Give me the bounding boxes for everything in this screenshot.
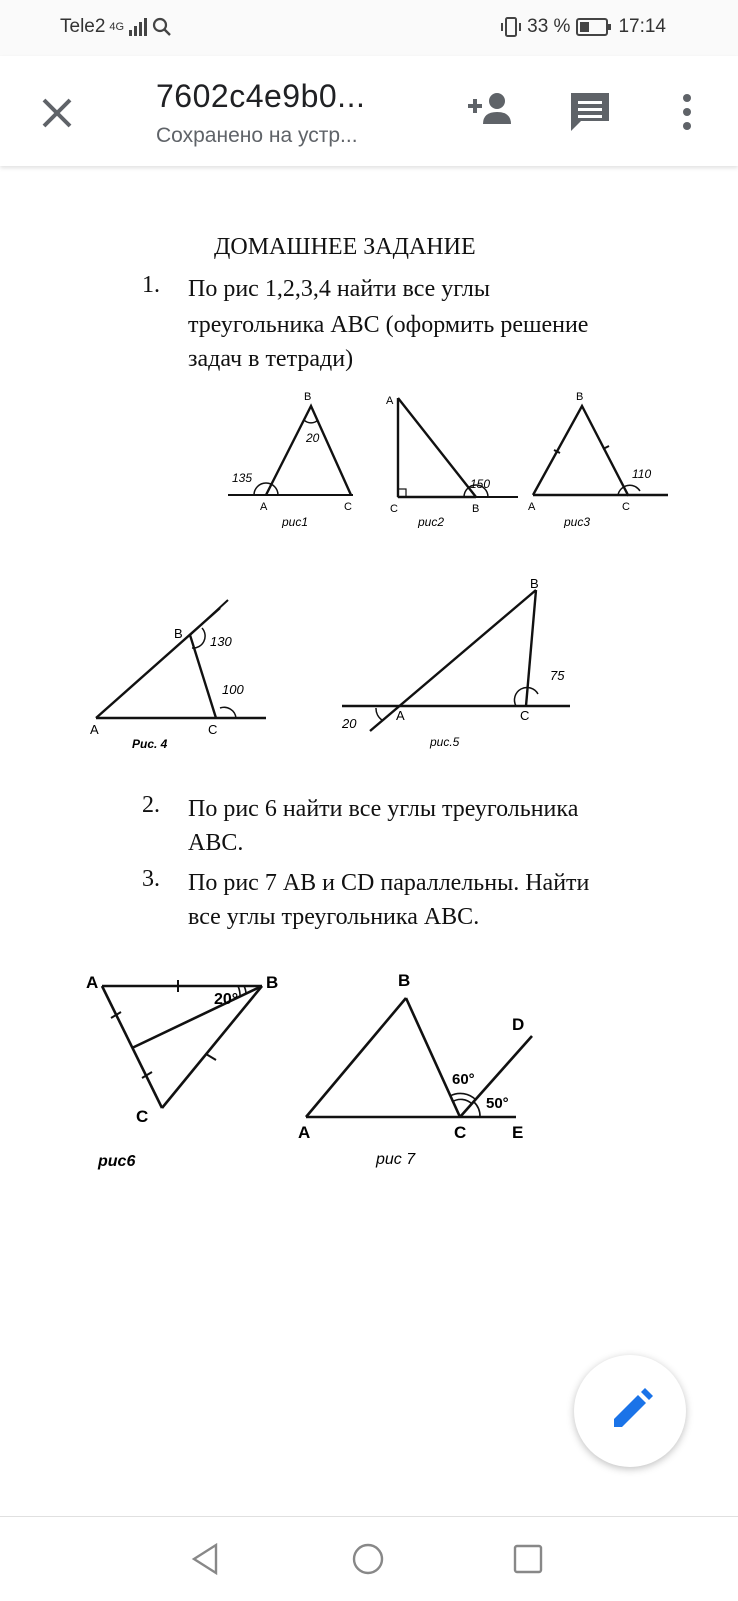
figure-2	[386, 395, 518, 528]
fig4-angle-b: 130	[210, 634, 232, 649]
more-options-icon[interactable]	[680, 90, 694, 134]
fig6-label-b: B	[266, 973, 279, 992]
figure-1	[228, 391, 353, 528]
task-line: АВС.	[188, 830, 244, 856]
document-title: 7602c4e9b0...	[156, 78, 366, 114]
fig1-label-b: B	[304, 391, 312, 403]
fig5-angle-a: 20	[342, 716, 357, 731]
recents-icon[interactable]	[508, 1539, 548, 1579]
fig3-caption: рис3	[564, 515, 591, 528]
figure-3	[528, 391, 668, 528]
fig1-caption: рис1	[282, 515, 309, 528]
task-line: По рис 7 АВ и CD параллельны. Найти	[188, 870, 590, 896]
document-page	[0, 166, 738, 1516]
fig5-angle-c: 75	[550, 668, 565, 683]
fig7-label-e: E	[512, 1123, 524, 1142]
fig2-angle: 150	[470, 477, 491, 491]
fig1-angle-outer: 135	[232, 471, 253, 485]
close-icon[interactable]	[36, 92, 78, 134]
back-icon[interactable]	[186, 1539, 226, 1579]
signal-icon	[128, 18, 148, 36]
fig5-label-b: B	[530, 576, 539, 591]
homework-heading: ДОМАШНЕЕ ЗАДАНИЕ	[214, 234, 476, 260]
save-status: Сохранено на устр...	[156, 124, 358, 147]
battery-icon	[576, 18, 612, 36]
fig4-caption: Рис. 4	[132, 737, 168, 751]
fig1-label-c: C	[344, 501, 352, 513]
carrier-name: Tele2	[60, 16, 106, 37]
fig5-label-c: C	[520, 708, 530, 723]
fig4-label-c: C	[208, 722, 218, 737]
fig6-caption: рис6	[98, 1153, 136, 1170]
fig3-label-a: A	[528, 501, 536, 513]
fig7-label-d: D	[512, 1015, 525, 1034]
figure-5	[341, 576, 570, 749]
task-line: треугольника АВС (оформить решение	[188, 312, 589, 338]
figure-7	[298, 971, 532, 1168]
search-icon	[152, 17, 172, 37]
fig4-label-b: B	[174, 626, 183, 641]
status-bar	[0, 0, 738, 56]
pencil-icon	[574, 1355, 686, 1467]
fig1-label-a: A	[260, 501, 268, 513]
task-number: 2.	[142, 792, 160, 818]
fig1-angle-top: 20	[306, 431, 320, 445]
figures-6-7	[84, 966, 564, 1186]
app-bar	[0, 56, 738, 166]
clock: 17:14	[618, 16, 666, 37]
edit-button[interactable]	[574, 1355, 686, 1467]
fig2-label-b: B	[472, 503, 480, 515]
fig7-angle-50: 50°	[486, 1095, 509, 1112]
fig6-label-a: A	[86, 973, 99, 992]
vibrate-icon	[501, 16, 521, 38]
figure-4	[90, 600, 266, 751]
fig3-label-b: B	[576, 391, 584, 403]
fig7-label-b: B	[398, 971, 411, 990]
fig4-angle-c: 100	[222, 682, 244, 697]
fig7-label-a: A	[298, 1123, 311, 1142]
battery-percent: 33 %	[527, 16, 571, 37]
task-number: 1.	[142, 272, 160, 298]
fig6-angle: 20°	[214, 991, 239, 1008]
figures-1-3	[228, 388, 688, 528]
task-number: 3.	[142, 866, 160, 892]
fig2-caption: рис2	[418, 515, 445, 528]
network-type: 4G	[109, 21, 125, 33]
task-line: задач в тетради)	[188, 346, 354, 372]
comment-icon[interactable]	[568, 90, 612, 134]
fig2-label-c: C	[390, 503, 398, 515]
fig3-label-c: C	[622, 501, 630, 513]
fig6-label-c: C	[136, 1107, 149, 1126]
navigation-bar	[0, 1516, 738, 1601]
add-person-icon[interactable]	[466, 90, 516, 130]
fig7-label-c: C	[454, 1123, 467, 1142]
fig5-label-a: A	[396, 708, 405, 723]
fig3-angle: 110	[632, 467, 652, 481]
fig4-label-a: A	[90, 722, 99, 737]
task-line: По рис 6 найти все углы треугольника	[188, 796, 579, 822]
figure-6	[86, 973, 278, 1170]
home-icon[interactable]	[348, 1539, 388, 1579]
fig7-angle-60: 60°	[452, 1071, 475, 1088]
task-line: По рис 1,2,3,4 найти все углы	[188, 276, 491, 302]
fig2-label-a: A	[386, 395, 394, 407]
fig5-caption: рис.5	[430, 735, 460, 749]
figures-4-5	[80, 568, 600, 758]
task-line: все углы треугольника АВС.	[188, 904, 480, 930]
fig7-caption: рис 7	[376, 1151, 416, 1168]
